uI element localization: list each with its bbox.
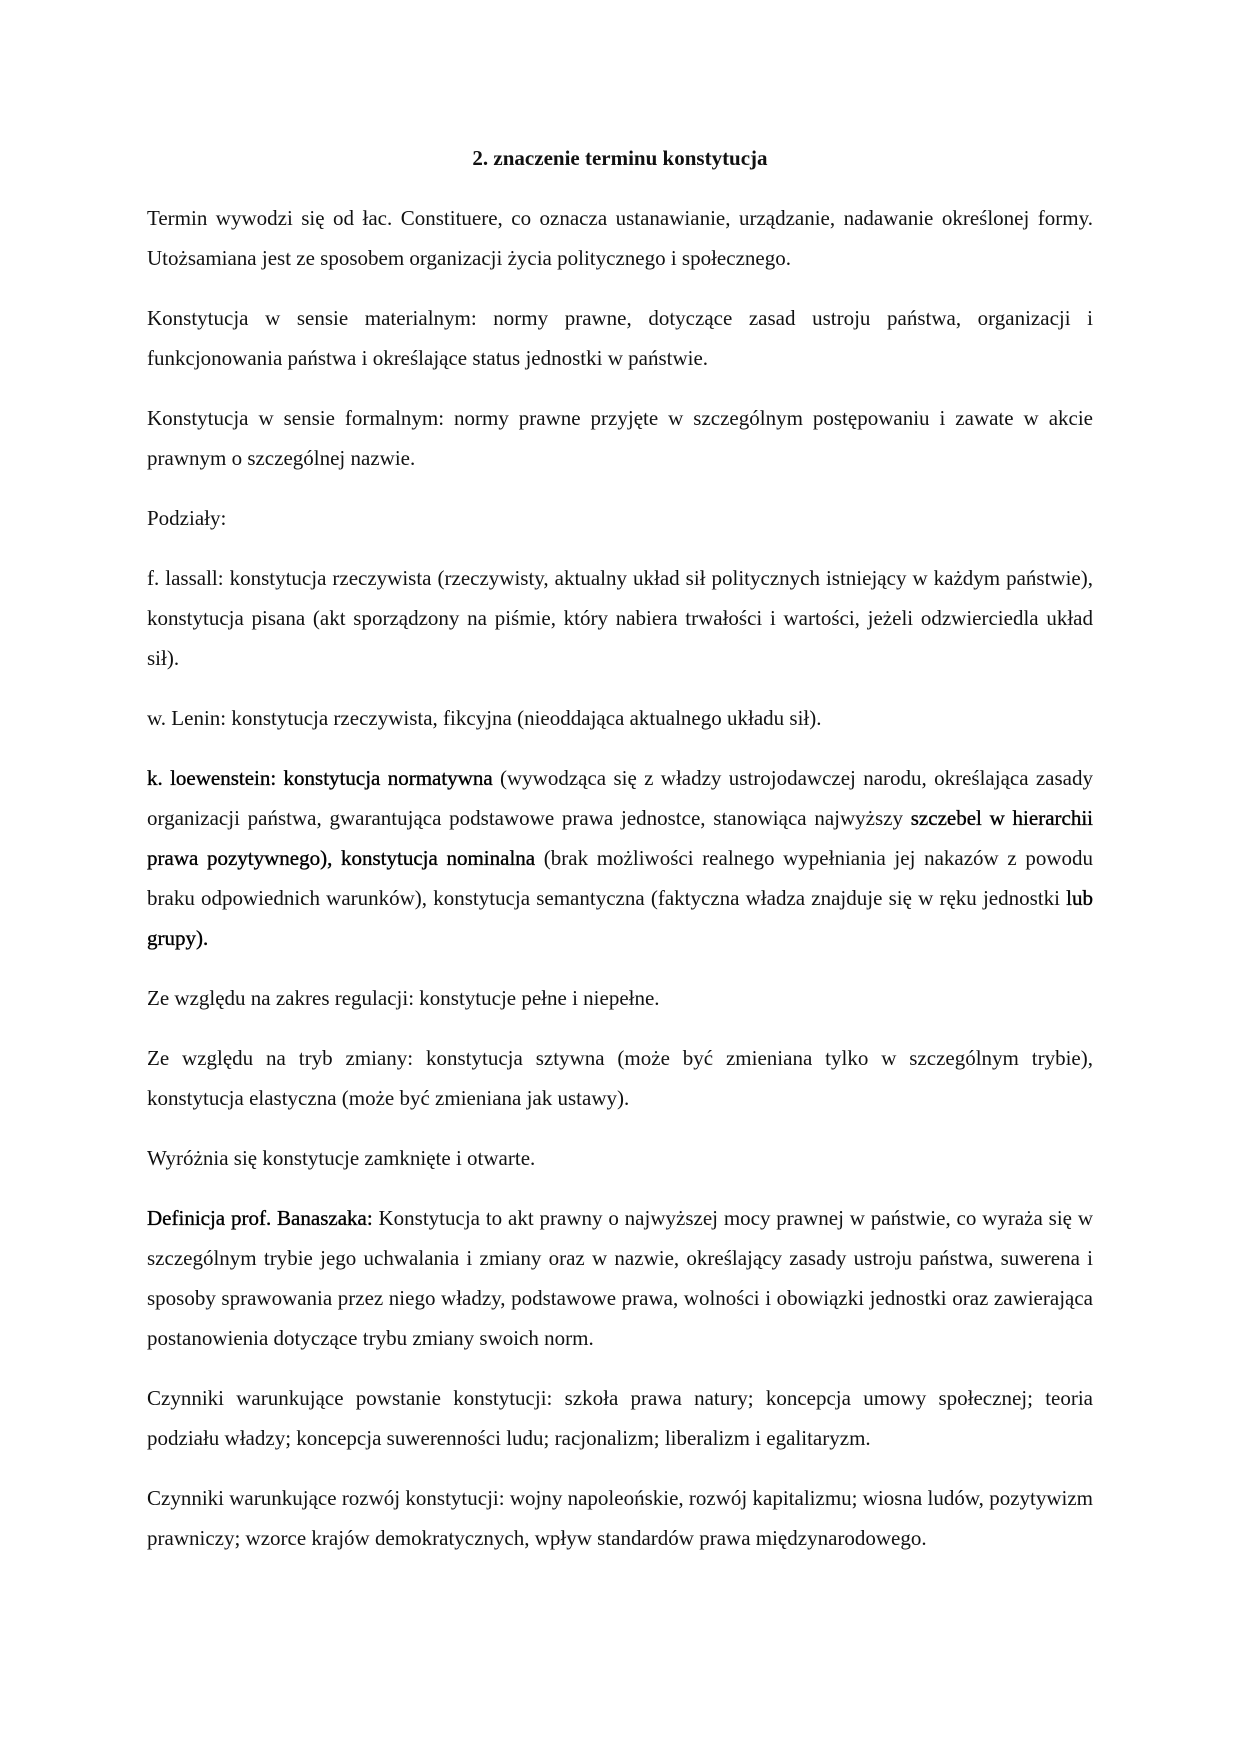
paragraph-text: (brak możliwości realnego wypełniania jej nakazów z powodu braku odpowiednich warunków), konstytucja semantyczna (faktyczna władza znajduje się w ręku jednostki [147,846,1093,910]
paragraph [147,698,1093,738]
document-body [147,198,1093,1558]
paragraph [147,498,1093,538]
paragraph [147,1478,1093,1558]
paragraph [147,1138,1093,1178]
document-page [147,138,1093,1578]
paragraph [147,298,1093,378]
paragraph-text: Termin wywodzi się od łac. Constituere, co oznacza ustanawianie, urządzanie, nadawanie określonej formy. Utożsamiana jest ze sposobem organizacji życia politycznego i społecznego. [147,206,1093,270]
emphasized-text: k. loewenstein: konstytucja normatywna [147,766,493,790]
paragraph-text: (wywodząca się z władzy ustrojodawczej narodu, określająca zasady organizacji państwa, gwarantująca podstawowe prawa jednostce, stanowiąca najwyższy [147,766,1093,830]
paragraph-text: Czynniki warunkujące powstanie konstytucji: szkoła prawa natury; koncepcja umowy społecznej; teoria podziału władzy; koncepcja suwerenności ludu; racjonalizm; liberalizm i egalitaryzm. [147,1386,1093,1450]
paragraph-text: Ze względu na tryb zmiany: konstytucja sztywna (może być zmieniana tylko w szczególnym trybie), konstytucja elastyczna (może być zmieniana jak ustawy). [147,1046,1093,1110]
paragraph-text: Wyróżnia się konstytucje zamknięte i otwarte. [147,1146,536,1170]
paragraph [147,978,1093,1018]
paragraph-text: Czynniki warunkujące rozwój konstytucji: wojny napoleońskie, rozwój kapitalizmu; wiosna ludów, pozytywizm prawniczy; wzorce krajów demokratycznych, wpływ standardów prawa międzynarodowego. [147,1486,1093,1550]
paragraph-text: Ze względu na zakres regulacji: konstytucje pełne i niepełne. [147,986,660,1010]
emphasized-text: lub grupy). [147,886,1093,950]
paragraph [147,398,1093,478]
paragraph [147,1198,1093,1358]
paragraph [147,758,1093,958]
paragraph-text: Konstytucja w sensie materialnym: normy prawne, dotyczące zasad ustroju państwa, organizacji i funkcjonowania państwa i określające status jednostki w państwie. [147,306,1093,370]
paragraph [147,558,1093,678]
paragraph [147,198,1093,278]
paragraph-text: Konstytucja to akt prawny o najwyższej mocy prawnej w państwie, co wyraża się w szczególnym trybie jego uchwalania i zmiany oraz w nazwie, określający zasady ustroju państwa, suwerena i sposoby sprawowania przez niego władzy, podstawowe prawa, wolności i obowiązki jednostki oraz zawierająca postanowienia dotyczące trybu zmiany swoich norm. [147,1206,1094,1350]
emphasized-text: szczebel w hierarchii prawa pozytywnego), konstytucja nominalna [147,806,1094,870]
paragraph-text: w. Lenin: konstytucja rzeczywista, fikcyjna (nieoddająca aktualnego układu sił). [147,706,822,730]
paragraph [147,1378,1093,1458]
emphasized-text: Definicja prof. Banaszaka: [147,1206,373,1230]
document-title: 2. znaczenie terminu konstytucja [472,146,768,170]
paragraph-text: Podziały: [147,506,227,530]
paragraph-text: f. lassall: konstytucja rzeczywista (rzeczywisty, aktualny układ sił politycznych istniejący w każdym państwie), konstytucja pisana (akt sporządzony na piśmie, który nabiera trwałości i wartości, jeżeli odzwierciedla układ sił). [147,566,1093,670]
paragraph [147,1038,1093,1118]
paragraph-text: Konstytucja w sensie formalnym: normy prawne przyjęte w szczególnym postępowaniu i zawate w akcie prawnym o szczególnej nazwie. [147,406,1093,470]
